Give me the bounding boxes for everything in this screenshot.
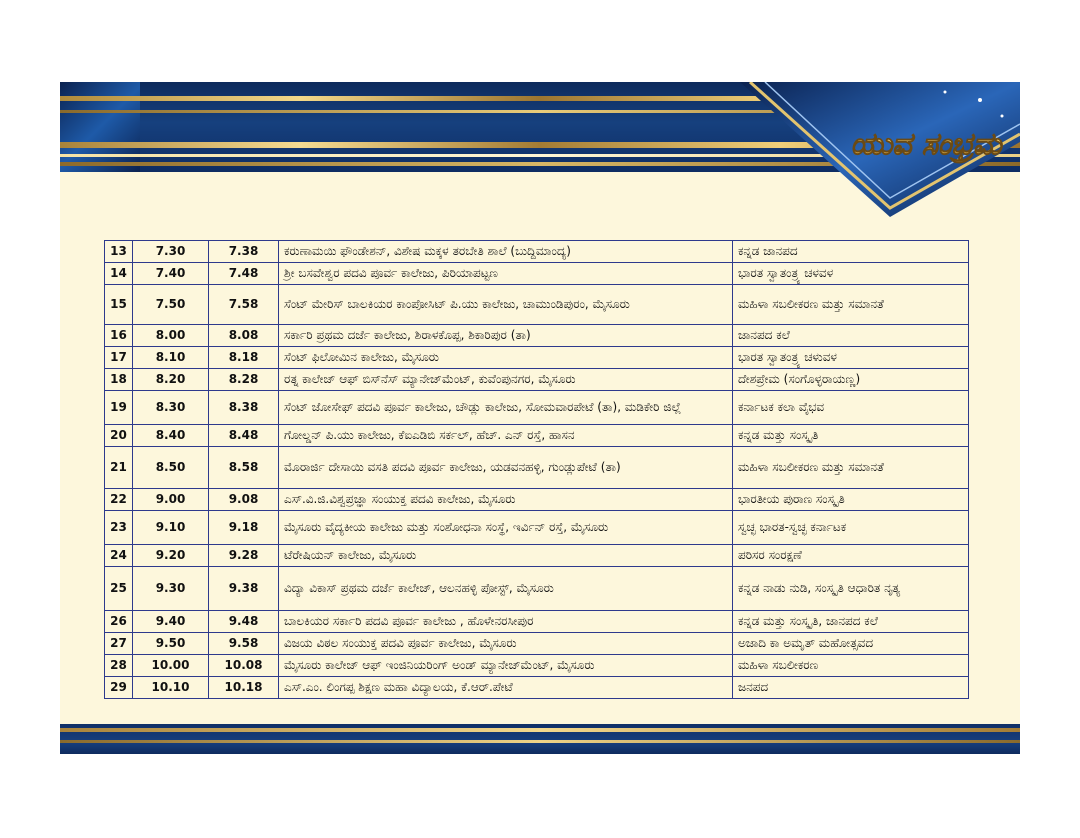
start-time: 7.40 [133, 263, 209, 285]
performance-theme: ಜನಪದ [733, 677, 969, 699]
start-time: 9.40 [133, 611, 209, 633]
row-number: 28 [105, 655, 133, 677]
table-row [105, 447, 969, 489]
table-row [105, 511, 969, 545]
row-number: 26 [105, 611, 133, 633]
table-row [105, 425, 969, 447]
start-time: 7.30 [133, 241, 209, 263]
row-number: 22 [105, 489, 133, 511]
performance-theme: ಭಾರತೀಯ ಪುರಾಣ ಸಂಸ್ಕೃತಿ [733, 489, 969, 511]
table-row [105, 391, 969, 425]
college-name: ಸೆಂಟ್ ಜೋಸೇಫ್ ಪದವಿ ಪೂರ್ವ ಕಾಲೇಜು, ಚೌಡ್ಲು ಕಾಲೇಜು, ಸೋಮವಾರಪೇಟೆ (ತಾ), ಮಡಿಕೇರಿ ಜಿಲ್ಲೆ [279, 391, 733, 425]
college-name: ಶ್ರೀ ಬಸವೇಶ್ವರ ಪದವಿ ಪೂರ್ವ ಕಾಲೇಜು, ಪಿರಿಯಾಪಟ್ಟಣ [279, 263, 733, 285]
row-number: 24 [105, 545, 133, 567]
performance-theme: ಸ್ವಚ್ಛ ಭಾರತ-ಸ್ವಚ್ಛ ಕರ್ನಾಟಕ [733, 511, 969, 545]
table-row [105, 369, 969, 391]
table-row [105, 489, 969, 511]
row-number: 19 [105, 391, 133, 425]
table-row [105, 545, 969, 567]
college-name: ಸೆಂಟ್ ಮೇರಿಸ್ ಬಾಲಕಿಯರ ಕಾಂಪೋಸಿಟ್ ಪಿ.ಯು ಕಾಲೇಜು, ಚಾಮುಂಡಿಪುರಂ, ಮೈಸೂರು [279, 285, 733, 325]
performance-theme: ಜಾನಪದ ಕಲೆ [733, 325, 969, 347]
performance-theme: ಮಹಿಳಾ ಸಬಲೀಕರಣ [733, 655, 969, 677]
row-number: 27 [105, 633, 133, 655]
end-time: 9.08 [209, 489, 279, 511]
college-name: ರತ್ನ ಕಾಲೇಜ್ ಆಫ್ ಬಿಸ್‌ನೆಸ್ ಮ್ಯಾನೇಜ್‌ಮೆಂಟ್, ಕುವೆಂಪುನಗರ, ಮೈಸೂರು [279, 369, 733, 391]
end-time: 7.48 [209, 263, 279, 285]
end-time: 9.58 [209, 633, 279, 655]
gold-stripe [60, 728, 1020, 732]
table-row [105, 347, 969, 369]
table-row [105, 285, 969, 325]
performance-theme: ಭಾರತ ಸ್ವಾತಂತ್ರ್ಯ ಚಳುವಳ [733, 347, 969, 369]
row-number: 20 [105, 425, 133, 447]
performance-theme: ಮಹಿಳಾ ಸಬಲೀಕರಣ ಮತ್ತು ಸಮಾನತೆ [733, 285, 969, 325]
performance-theme: ಕರ್ನಾಟಕ ಕಲಾ ವೈಭವ [733, 391, 969, 425]
start-time: 9.30 [133, 567, 209, 611]
table-row [105, 241, 969, 263]
start-time: 9.00 [133, 489, 209, 511]
start-time: 8.30 [133, 391, 209, 425]
college-name: ಎಸ್.ವಿ.ಜಿ.ವಿಶ್ವಪ್ರಜ್ಞಾ ಸಂಯುಕ್ತ ಪದವಿ ಕಾಲೇಜು, ಮೈಸೂರು [279, 489, 733, 511]
performance-theme: ಭಾರತ ಸ್ವಾತಂತ್ರ್ಯ ಚಳವಳ [733, 263, 969, 285]
table-row [105, 655, 969, 677]
svg-text:ಯುವ ಸಂಭ್ರಮ: ಯುವ ಸಂಭ್ರಮ [850, 127, 1002, 162]
table-row [105, 263, 969, 285]
college-name: ಟೆರೇಷಿಯನ್ ಕಾಲೇಜು, ಮೈಸೂರು [279, 545, 733, 567]
schedule-table [104, 240, 969, 699]
end-time: 9.18 [209, 511, 279, 545]
start-time: 9.20 [133, 545, 209, 567]
college-name: ಸರ್ಕಾರಿ ಪ್ರಥಮ ದರ್ಜೆ ಕಾಲೇಜು, ಶಿರಾಳಕೊಪ್ಪ, ಶಿಕಾರಿಪುರ (ತಾ) [279, 325, 733, 347]
start-time: 8.00 [133, 325, 209, 347]
row-number: 16 [105, 325, 133, 347]
row-number: 18 [105, 369, 133, 391]
start-time: 10.00 [133, 655, 209, 677]
performance-theme: ಅಜಾದಿ ಕಾ ಅಮೃತ್ ಮಹೋತ್ಸವದ [733, 633, 969, 655]
table-row [105, 567, 969, 611]
table-row [105, 611, 969, 633]
table-row [105, 677, 969, 699]
row-number: 17 [105, 347, 133, 369]
start-time: 8.50 [133, 447, 209, 489]
start-time: 8.20 [133, 369, 209, 391]
schedule-banner [60, 82, 1020, 754]
college-name: ಎಸ್.ಎಂ. ಲಿಂಗಪ್ಪ ಶಿಕ್ಷಣ ಮಹಾ ವಿದ್ಯಾಲಯ, ಕೆ.ಆರ್.ಪೇಟೆ [279, 677, 733, 699]
college-name: ಮೈಸೂರು ಕಾಲೇಜ್ ಆಫ್ ಇಂಜಿನಿಯರಿಂಗ್ ಅಂಡ್ ಮ್ಯಾನೇಜ್‌ಮೆಂಟ್, ಮೈಸೂರು [279, 655, 733, 677]
college-name: ಬಾಲಕಿಯರ ಸರ್ಕಾರಿ ಪದವಿ ಪೂರ್ವ ಕಾಲೇಜು , ಹೊಳೇನರಸೀಪುರ [279, 611, 733, 633]
row-number: 29 [105, 677, 133, 699]
start-time: 8.10 [133, 347, 209, 369]
start-time: 9.10 [133, 511, 209, 545]
row-number: 15 [105, 285, 133, 325]
end-time: 8.58 [209, 447, 279, 489]
performance-theme: ಮಹಿಳಾ ಸಬಲೀಕರಣ ಮತ್ತು ಸಮಾನತೆ [733, 447, 969, 489]
college-name: ಗೋಲ್ಡನ್ ಪಿ.ಯು ಕಾಲೇಜು, ಕೆಐಎಡಿಬಿ ಸರ್ಕಲ್, ಹೆಚ್. ಎನ್ ರಸ್ತೆ, ಹಾಸನ [279, 425, 733, 447]
college-name: ಮೈಸೂರು ವೈದ್ಯಕೀಯ ಕಾಲೇಜು ಮತ್ತು ಸಂಶೋಧನಾ ಸಂಸ್ಥೆ, ಇರ್ವಿನ್ ರಸ್ತೆ, ಮೈಸೂರು [279, 511, 733, 545]
row-number: 21 [105, 447, 133, 489]
end-time: 8.48 [209, 425, 279, 447]
end-time: 9.28 [209, 545, 279, 567]
end-time: 8.08 [209, 325, 279, 347]
end-time: 10.08 [209, 655, 279, 677]
row-number: 13 [105, 241, 133, 263]
row-number: 14 [105, 263, 133, 285]
college-name: ವಿಜಯ ವಿಠಲ ಸಂಯುಕ್ತ ಪದವಿ ಪೂರ್ವ ಕಾಲೇಜು, ಮೈಸೂರು [279, 633, 733, 655]
end-time: 8.28 [209, 369, 279, 391]
end-time: 7.38 [209, 241, 279, 263]
end-time: 8.38 [209, 391, 279, 425]
end-time: 8.18 [209, 347, 279, 369]
college-name: ಕರುಣಾಮಯಿ ಫೌಂಡೇಶನ್, ವಿಶೇಷ ಮಕ್ಕಳ ತರಬೇತಿ ಶಾಲೆ (ಬುದ್ದಿಮಾಂದ್ಯ) [279, 241, 733, 263]
yuva-sambhrama-logo [846, 102, 1006, 182]
end-time: 9.38 [209, 567, 279, 611]
college-name: ಸೆಂಟ್ ಫಿಲೋಮಿನ ಕಾಲೇಜು, ಮೈಸೂರು [279, 347, 733, 369]
gold-stripe [60, 740, 1020, 743]
row-number: 25 [105, 567, 133, 611]
performance-theme: ಕನ್ನಡ ಮತ್ತು ಸಂಸ್ಕೃತಿ, ಜಾನಪದ ಕಲೆ [733, 611, 969, 633]
start-time: 9.50 [133, 633, 209, 655]
college-name: ವಿದ್ಯಾ ವಿಕಾಸ್ ಪ್ರಥಮ ದರ್ಜೆ ಕಾಲೇಜ್, ಆಲನಹಳ್ಳಿ ಪೋಸ್ಟ್, ಮೈಸೂರು [279, 567, 733, 611]
performance-theme: ಕನ್ನಡ ಮತ್ತು ಸಂಸ್ಕೃತಿ [733, 425, 969, 447]
performance-theme: ಕನ್ನಡ ಜಾನಪದ [733, 241, 969, 263]
performance-theme: ಕನ್ನಡ ನಾಡು ನುಡಿ, ಸಂಸ್ಕೃತಿ ಆಧಾರಿತ ನೃತ್ಯ [733, 567, 969, 611]
college-name: ಮೊರಾರ್ಜಿ ದೇಸಾಯಿ ವಸತಿ ಪದವಿ ಪೂರ್ವ ಕಾಲೇಜು, ಯಡವನಹಳ್ಳಿ, ಗುಂಡ್ಲುಪೇಟೆ (ತಾ) [279, 447, 733, 489]
table-row [105, 325, 969, 347]
performance-theme: ಪರಿಸರ ಸಂರಕ್ಷಣೆ [733, 545, 969, 567]
table-row [105, 633, 969, 655]
end-time: 10.18 [209, 677, 279, 699]
start-time: 10.10 [133, 677, 209, 699]
end-time: 7.58 [209, 285, 279, 325]
start-time: 7.50 [133, 285, 209, 325]
start-time: 8.40 [133, 425, 209, 447]
end-time: 9.48 [209, 611, 279, 633]
performance-theme: ದೇಶಪ್ರೇಮ (ಸಂಗೊಳ್ಳರಾಯಣ್ಣ) [733, 369, 969, 391]
row-number: 23 [105, 511, 133, 545]
